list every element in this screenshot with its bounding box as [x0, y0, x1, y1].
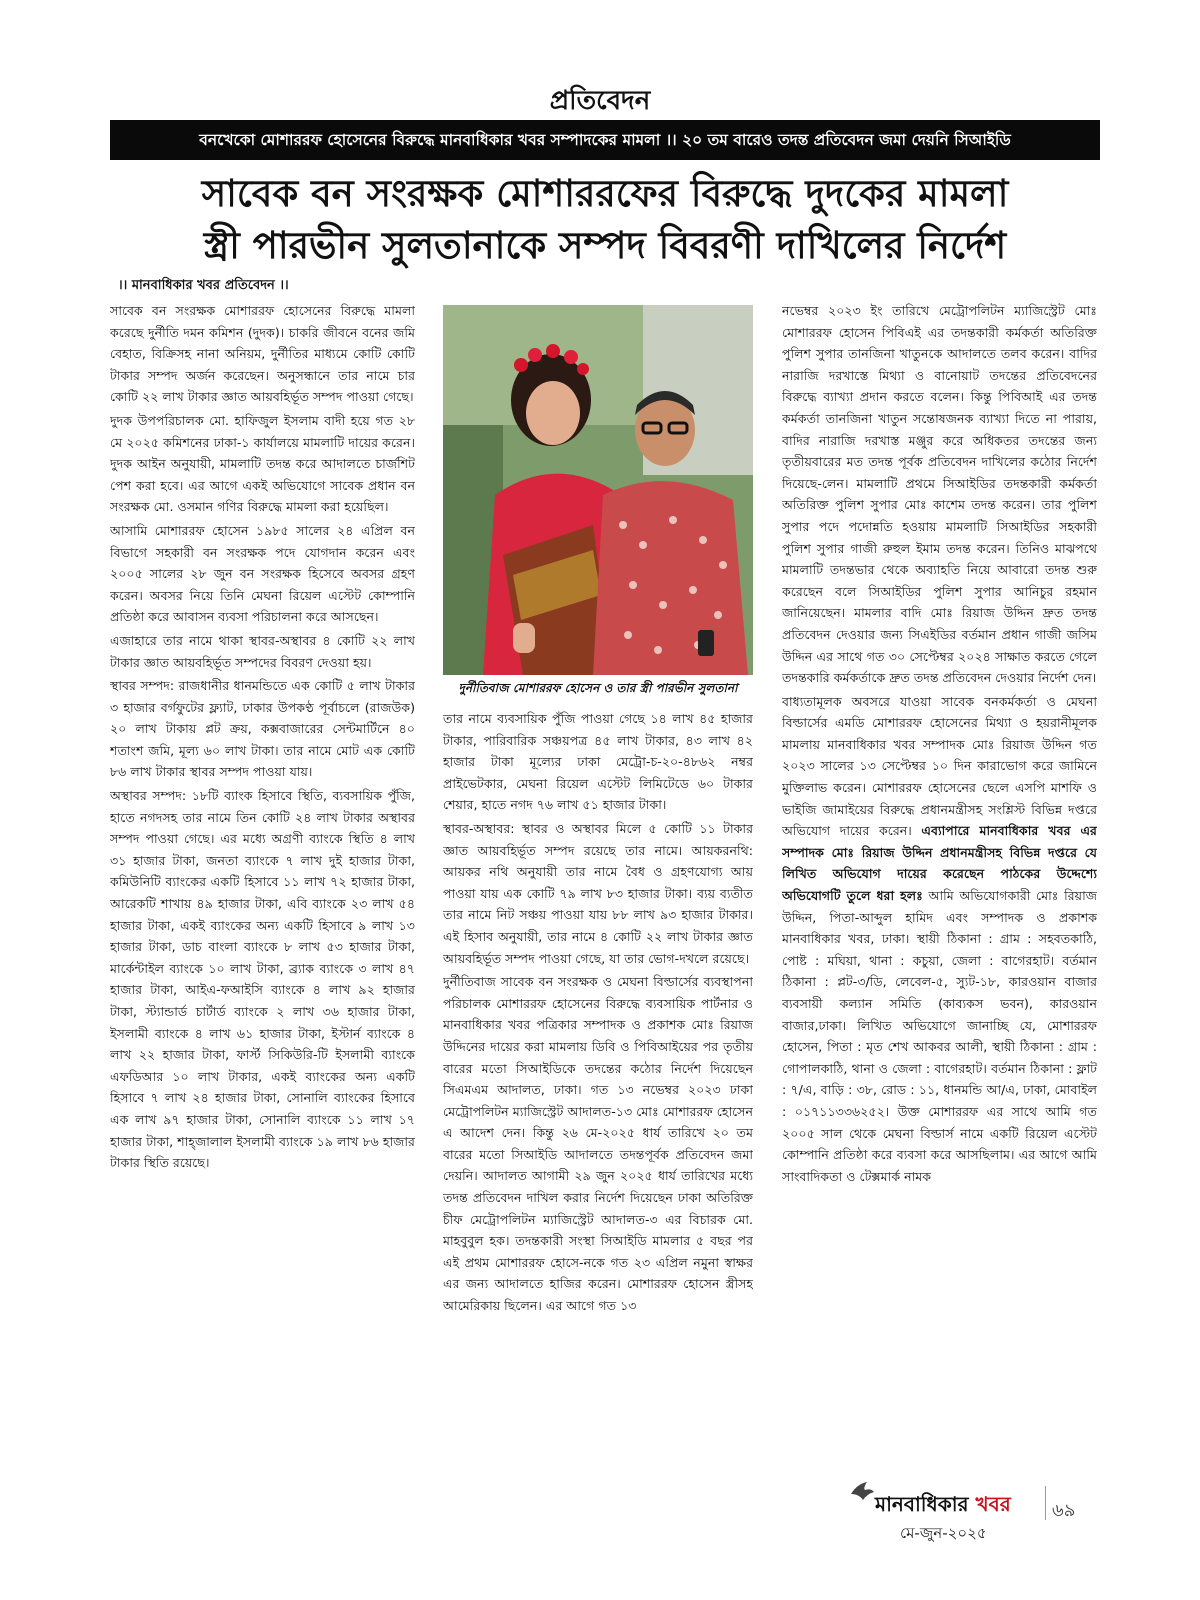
photo-caption: দুর্নীতিবাজ মোশাররফ হোসেন ও তার স্ত্রী পারভীন সুলতানা — [458, 681, 738, 695]
logo-text-accent: খবর — [975, 1492, 1011, 1516]
paragraph: দুর্নীতিবাজ সাবেক বন সংরক্ষক ও মেঘনা বিল্ডার্সের ব্যবস্থাপনা পরিচালক মোশাররফ হোসেনের বিরুদ্ধে ব্যবসায়িক পার্টনার ও মানবাধিকার খবর পত্রিকার সম্পাদক ও প্রকাশক মোঃ রিয়াজ উদ্দিনের দায়ের করা মামলায় ডিবি ও পিবিআইয়ের পর তৃতীয় বারের মতো সিআইডিকে তদন্তের কঠোর নির্দেশ দিয়েছেন সিএমএম আদালত, ঢাকা। গত ১৩ নভেম্বর ২০২৩ ঢাকা মেট্রোপলিটন ম্যাজিস্ট্রেট আদালত-১৩ মোঃ মোশাররফ হোসেন এ আদেশ দেন। কিন্তু ২৬ মে-২০২৫ ধার্য তারিখে ২০ তম বারের মতো সিআইডি আদালতে তদন্তপূর্বক প্রতিবেদন জমা দেয়নি। আদালত আগামী ২৯ জুন ২০২৫ ধার্য তারিখের মধ্যে তদন্ত প্রতিবেদন দাখিল করার নির্দেশ দিয়েছেন ঢাকা অতিরিক্ত চীফ মেট্রোপলিটন ম্যাজিস্ট্রেট আদালত-৩ এর বিচারক মো. মাহবুবুল হক। তদন্তকারী সংস্থা সিআইডি মামলার ৫ বছর পর এই প্রথম মোশাররফ হোসে-নকে গত ২৩ এপ্রিল নমুনা স্বাক্ষর এর জন্য আদালতে হাজির করেন। মোশাররফ হোসেন স্ত্রীসহ আমেরিকায় ছিলেন। এর আগে গত ১৩ — [443, 974, 753, 1314]
paragraph: তার নামে ব্যবসায়িক পুঁজি পাওয়া গেছে ১৪ লাখ ৪৫ হাজার টাকার, পারিবারিক সঞ্চয়পত্র ৪৫ লাখ টাকার, ৪৩ লাখ ৪২ হাজার টাকা মূল্যের ঢাকা মেট্রো-চ-২০-৪৮৬২ নম্বর প্রাইভেটকার, মেঘনা রিয়েল এস্টেট লিমিটেডে ৬০ টাকার শেয়ার, হাতে নগদ ৭৬ লাখ ৫১ হাজার টাকা। — [443, 711, 753, 813]
paragraph: অস্থাবর সম্পদ: ১৮টি ব্যাংক হিসাবে স্থিতি, ব্যবসায়িক পুঁজি, হাতে নগদসহ তার নামে তিন কোটি ২৪ লাখ টাকার অস্থাবর সম্পদ পাওয়া গেছে। এর মধ্যে অগ্রণী ব্যাংকে স্থিতি ৪ লাখ ৩১ হাজার টাকা, জনতা ব্যাংকে ৭ লাখ দুই হাজার টাকা, কমিউনিটি ব্যাংকের একটি হিসাবে ১১ লাখ ৭২ হাজার টাকা, আরেকটি শাখায় ৪৯ হাজার টাকা, এবি ব্যাংকে ২৩ লাখ ৫৪ হাজার টাকা, একই ব্যাংকের অন্য একটি হিসাবে ৯ লাখ ১৩ হাজার টাকা, ডাচ বাংলা ব্যাংকে ৮ লাখ ৫৩ হাজার টাকা, মার্কেন্টাইল ব্যাংকে ১০ লাখ টাকা, ব্র্যাক ব্যাংকে ৩ লাখ ৪৭ হাজার টাকা, আইএ-ফআইসি ব্যাংকে ৪ লাখ ৯২ হাজার টাকা, স্ট্যান্ডার্ড চার্টার্ড ব্যাংকে ২ লাখ ৩৬ হাজার টাকা, ইসলামী ব্যাংকে ৪ লাখ ৬১ হাজার টাকা, ইস্টার্ন ব্যাংকে ৪ লাখ ২২ হাজার টাকা, ফার্স্ট সিকিউরি-টি ইসলামী ব্যাংকে এফডিআর ১০ লাখ টাকার, একই ব্যাংকের অন্য একটি হিসাবে ৭ লাখ ২৪ হাজার টাকা, সোনালি ব্যাংকের হিসাবে এক লাখ ৯৭ হাজার টাকা, সোনালি ব্যাংকে ১১ লাখ ১৭ হাজার টাকা, শাহ্জালাল ইসলামী ব্যাংকে ১৯ লাখ ৮৬ হাজার টাকার স্থিতি রয়েছে। — [110, 788, 415, 1171]
paragraph: স্থাবর সম্পদ: রাজধানীর ধানমন্ডিতে এক কোটি ৫ লাখ টাকার ৩ হাজার বর্গফুটের ফ্ল্যাট, ঢাকার উপকণ্ঠ পূর্বাচলে (রাজউক) ২০ লাখ টাকায় প্লট ক্রয়, কক্সবাজারের সেন্টমার্টিনে ৪০ শতাংশ জমি, মূল্য ৬০ লাখ টাকা। তার নামে মোট এক কোটি ৮৬ লাখ টাকার স্থাবর সম্পদ পাওয়া যায়। — [110, 678, 415, 780]
article-column-right — [782, 300, 1097, 1480]
paragraph: এজাহারে তার নামে থাকা স্থাবর-অস্থাবর ৪ কোটি ২২ লাখ টাকার জ্ঞাত আয়বহির্ভূত সম্পদের বিবরণ দেওয়া হয়। — [110, 632, 415, 670]
byline: ।। মানবাধিকার খবর প্রতিবেদন ।। — [118, 278, 289, 293]
highlighted-text: এব্যাপারে মানবাধিকার খবর এর সম্পাদক মোঃ রিয়াজ উদ্দিন প্রধানমন্ত্রীসহ বিভিন্ন দপ্তরে যে লিখিত অভিযোগ দায়ের করেছেন পাঠকের উদ্দেশ্যে অভিযোগটি তুলে ধরা হলঃ — [782, 823, 1097, 904]
article-column-left — [110, 300, 415, 1470]
paragraph-text: আমি অভিযোগকারী মোঃ রিয়াজ উদ্দিন, পিতা-আব্দুল হামিদ এবং সম্পাদক ও প্রকাশক মানবাধিকার খবর, ঢাকা। স্থায়ী ঠিকানা : গ্রাম : সহবতকাঠি, পোষ্ট : মঘিয়া, থানা : কচুয়া, জেলা : বাগেরহাট। বর্তমান ঠিকানা : প্লট-৩/ডি, লেবেল-৫, স্যুট-১৮, কারওয়ান বাজার ব্যবসায়ী কল্যান সমিতি (কাব্যকস ভবন), কারওয়ান বাজার,ঢাকা। লিখিত অভিযোগে জানাচ্ছি যে, মোশাররফ হোসেন, পিতা : মৃত শেখ আকবর আলী, স্থায়ী ঠিকানা : গ্রাম : গোপালকাঠি, থানা ও জেলা : বাগেরহাট। বর্তমান ঠিকানা : ফ্লাট : ৭/এ, বাড়ি : ৩৮, রোড : ১১, ধানমন্ডি আ/এ, ঢাকা, মোবাইল : ০১৭১১৩৩৬২৫২। উক্ত মোশাররফ এর সাথে আমি গত ২০০৫ সাল থেকে মেঘনা বিল্ডার্স নামে একটি রিয়েল এস্টেট কোম্পানি প্রতিষ্ঠা করে ব্যবসা করে আসছিলাম। এর আগে আমি সাংবাদিকতা ও টেক্সমার্ক নামক — [782, 888, 1097, 1184]
paragraph: স্থাবর-অস্থাবর: স্থাবর ও অস্থাবর মিলে ৫ কোটি ১১ টাকার জ্ঞাত আয়বহির্ভূত সম্পদ রয়েছে তার নামে। আয়করনথি: আয়কর নথি অনুযায়ী তার নামে বৈধ ও গ্রহণযোগ্য আয় পাওয়া যায় এক কোটি ৭৯ লাখ ৮৩ হাজার টাকা। ব্যয় ব্যতীত তার নামে নিট সঞ্চয় পাওয়া যায় ৮৮ লাখ ৯৩ হাজার টাকার। এই হিসাব অনুযায়ী, তার নামে ৪ কোটি ২২ লাখ টাকার জ্ঞাত আয়বহির্ভূত সম্পদ পাওয়া গেছে, যা তার ভোগ-দখলে রয়েছে। — [443, 820, 753, 966]
photo-illustration — [443, 305, 753, 675]
section-label: প্রতিবেদন — [549, 86, 651, 116]
kicker-banner: বনখেকো মোশাররফ হোসেনের বিরুদ্ধে মানবাধিকার খবর সম্পাদকের মামলা ।। ২০ তম বারেও তদন্ত প্রতিবেদন জমা দেয়নি সিআইডি — [110, 120, 1100, 160]
paragraph: দুদক উপপরিচালক মো. হাফিজুল ইসলাম বাদী হয়ে গত ২৮ মে ২০২৫ কমিশনের ঢাকা-১ কার্যালয়ে মামলাটি দায়ের করেন। দুদক আইন অনুযায়ী, মামলাটি তদন্ত করে আদালতে চার্জশিট পেশ করা হবে। এর আগে একই অভিযোগে সাবেক প্রধান বন সংরক্ষক মো. ওসমান গণির বিরুদ্ধে মামলা করা হয়েছিল। — [110, 412, 415, 515]
dove-icon — [849, 1480, 875, 1502]
headline-line-2: স্ত্রী পারভীন সুলতানাকে সম্পদ বিবরণী দাখিলের নির্দেশ — [203, 224, 1007, 267]
issue-date: মে-জুন-২০২৫ — [900, 1524, 987, 1542]
headline-line-1: সাবেক বন সংরক্ষক মোশাররফের বিরুদ্ধে দুদকের মামলা — [201, 172, 1009, 215]
paragraph: আসামি মোশাররফ হোসেন ১৯৮৫ সালের ২৪ এপ্রিল বন বিভাগে সহকারী বন সংরক্ষক পদে যোগদান করেন এবং ২০০৫ সালের ২৮ জুন বন সংরক্ষক হিসেবে অবসর গ্রহণ করেন। অবসর নিয়ে তিনি মেঘনা রিয়েল এস্টেট কোম্পানি প্রতিষ্ঠা করে আবাসন ব্যবসা পরিচালনা করে আসছেন। — [110, 522, 415, 625]
paragraph: নভেম্বর ২০২৩ ইং তারিখে মেট্রোপলিটন ম্যাজিস্ট্রেট মোঃ মোশাররফ হোসেন পিবিএই এর তদন্তকারী কর্মকর্তা অতিরিক্ত পুলিশ সুপার তানজিনা খাতুনকে আদালতে তলব করেন। বাদির নারাজি দরখাস্তে মিথ্যা ও বানোয়াট তদন্তের প্রতিবেদনের বিরুদ্ধে ব্যাখ্যা প্রদান করতে বলেন। কিন্তু পিবিআই এর তদন্ত কর্মকর্তা তানজিনা খাতুন সন্তোষজনক ব্যাখ্যা দিতে না পারায়, বাদির নারাজি দরখাস্ত মঞ্জুর করে অধিকতর তদন্তের জন্য তৃতীয়বারের মত তদন্ত পূর্বক প্রতিবেদন দাখিলের কঠোর নির্দেশ দিয়েছে-লেন। মামলাটি প্রথমে সিআইডির তদন্তকারী কর্মকর্তা অতিরিক্ত পুলিশ সুপার মোঃ কাশেম তদন্ত করেন। তার পুলিশ সুপার পদে পদোন্নতি হওয়ায় মামলাটি সিআইডির সহকারী পুলিশ সুপার গাজী রুহুল ইমাম তদন্ত করেন। তিনিও মাঝপথে মামলাটি তদন্তভার থেকে অব্যাহতি নিয়ে আবারো তদন্ত শুরু করেছেন বলে সিআইডির পুলিশ সুপার আনিচুর রহমান জানিয়েছেন। মামলার বাদি মোঃ রিয়াজ উদ্দিন দ্রুত তদন্ত প্রতিবেদন দেওয়ার জন্য সিএইডির বর্তমান প্রধান গাজী জসিম উদ্দিন এর সাথে গত ৩০ সেপ্টেম্বর ২০২৪ সাক্ষাত করতে গেলে তদন্তকারি কর্মকর্তাকে দ্রুত তদন্ত প্রতিবেদন দেওয়ার নির্দেশ দেন। — [782, 303, 1097, 686]
page-number: ৬৯ — [1052, 1500, 1076, 1521]
couple-photo — [443, 305, 753, 675]
paragraph — [782, 691, 1097, 1188]
footer-divider — [1045, 1486, 1046, 1520]
article-column-middle — [443, 708, 753, 1483]
logo-text-main: মানবাধিকার — [875, 1492, 969, 1516]
paragraph: সাবেক বন সংরক্ষক মোশাররফ হোসেনের বিরুদ্ধে মামলা করেছে দুর্নীতি দমন কমিশন (দুদক)। চাকরি জীবনে বনের জমি বেহাত, বিক্রিসহ নানা অনিয়ম, দুর্নীতির মাধ্যমে কোটি কোটি টাকার সম্পদ অর্জন করেছেন। অনুসন্ধানে তার নামে চার কোটি ২২ লাখ টাকার জ্ঞাত আয়বহির্ভূত সম্পদ পাওয়া গেছে। — [110, 303, 415, 405]
publication-logo — [855, 1488, 1040, 1518]
paragraph-text: বাধ্যতামূলক অবসরে যাওয়া সাবেক বনকর্মকর্তা ও মেঘনা বিল্ডার্সের এমডি মোশাররফ হোসেনের মিথ্যা ও হয়রানীমূলক মামলায় মানবাধিকার খবর সম্পাদক মোঃ রিয়াজ উদ্দিন গত ২০২৩ সালের ১৩ সেপ্টেম্বর ১০ দিন কারাভোগ করে জামিনে মুক্তিলাভ করেন। মোশাররফ হোসেনের ছেলে এসপি মাশফি ও ভাইজি জামাইয়ের বিরুদ্ধে প্রধানমন্ত্রীসহ সংশ্লিস্ট বিভিন্ন দপ্তরে অভিযোগ দায়ের করেন। — [782, 693, 1097, 839]
